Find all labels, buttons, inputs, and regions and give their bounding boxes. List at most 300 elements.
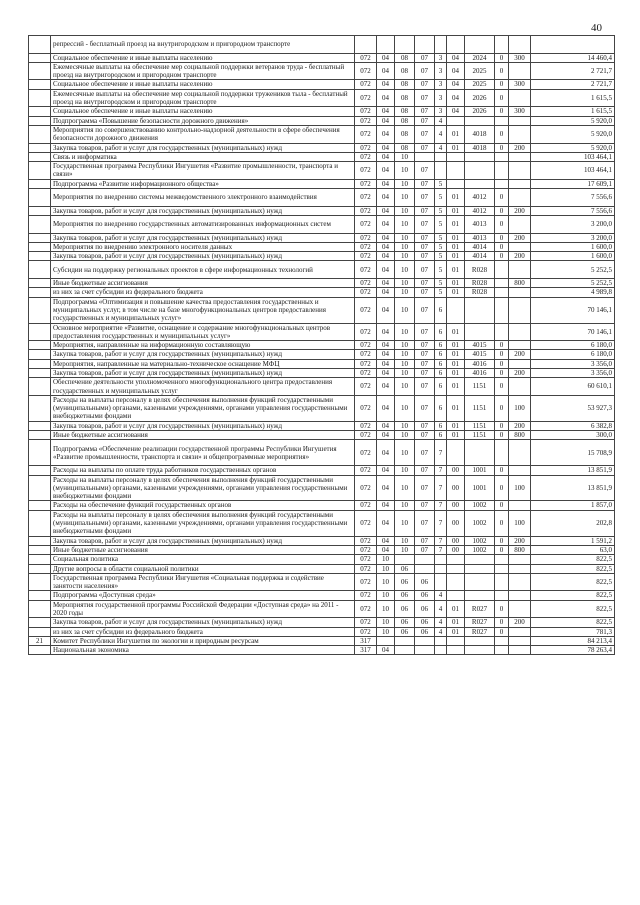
subdirection-code-cell: 0: [495, 466, 509, 475]
row-number-cell: [29, 573, 51, 591]
direction-code-cell: 2026: [465, 89, 495, 107]
row-number-cell: [29, 591, 51, 600]
table-row: [29, 323, 615, 341]
section-code-cell: 04: [377, 107, 395, 116]
subprogram-code-cell: 7: [435, 466, 447, 475]
subdirection-code-cell: 0: [495, 627, 509, 636]
ministry-code-cell: 072: [355, 421, 377, 430]
table-row: [29, 143, 615, 152]
event-code-cell: 01: [447, 323, 465, 341]
amount-cell: 63,0: [531, 545, 615, 554]
expense-type-cell: 300: [509, 53, 531, 62]
subdirection-code-cell: [495, 646, 509, 655]
description-cell: Социальная политика: [51, 555, 355, 564]
description-cell: Другие вопросы в области социальной политики: [51, 564, 355, 573]
table-row: [29, 179, 615, 188]
program-code-cell: 07: [415, 107, 435, 116]
ministry-code-cell: 072: [355, 107, 377, 116]
subprogram-code-cell: 7: [435, 510, 447, 536]
row-number-cell: [29, 323, 51, 341]
subsection-code-cell: 10: [395, 395, 415, 421]
subdirection-code-cell: [495, 261, 509, 279]
subdirection-code-cell: 0: [495, 431, 509, 440]
subprogram-code-cell: 5: [435, 252, 447, 261]
subdirection-code-cell: [495, 297, 509, 323]
subsection-code-cell: 10: [395, 288, 415, 297]
subprogram-code-cell: 5: [435, 189, 447, 207]
program-code-cell: 07: [415, 125, 435, 143]
direction-code-cell: [465, 440, 495, 466]
description-cell: Подпрограмма «Оптимизация и повышение качества предоставления государственных и муниципальных услуг, в том числе на базе многофункциональных центров предоставления государственных и муниципальных услуг»: [51, 297, 355, 323]
row-number-cell: [29, 350, 51, 359]
event-code-cell: [447, 636, 465, 645]
ministry-code-cell: 072: [355, 591, 377, 600]
direction-code-cell: 2026: [465, 107, 495, 116]
subsection-code-cell: 10: [395, 233, 415, 242]
subsection-code-cell: 10: [395, 189, 415, 207]
section-code-cell: 10: [377, 600, 395, 618]
row-number-cell: [29, 368, 51, 377]
section-code-cell: 04: [377, 233, 395, 242]
section-code-cell: [377, 36, 395, 54]
direction-code-cell: 1151: [465, 431, 495, 440]
table-row: [29, 288, 615, 297]
description-cell: Иные бюджетные ассигнования: [51, 431, 355, 440]
section-code-cell: 10: [377, 555, 395, 564]
subdirection-code-cell: [495, 636, 509, 645]
section-code-cell: 04: [377, 536, 395, 545]
subprogram-code-cell: 5: [435, 179, 447, 188]
direction-code-cell: 4014: [465, 252, 495, 261]
ministry-code-cell: 072: [355, 378, 377, 396]
program-code-cell: 06: [415, 591, 435, 600]
subsection-code-cell: 06: [395, 564, 415, 573]
direction-code-cell: [465, 646, 495, 655]
amount-cell: 6 382,8: [531, 421, 615, 430]
table-row: [29, 368, 615, 377]
subsection-code-cell: 08: [395, 80, 415, 89]
section-code-cell: 04: [377, 125, 395, 143]
expense-type-cell: [509, 89, 531, 107]
program-code-cell: 07: [415, 62, 435, 80]
description-cell: Подпрограмма «Повышение безопасности дорожного движения»: [51, 116, 355, 125]
subdirection-code-cell: 0: [495, 510, 509, 536]
table-row: [29, 440, 615, 466]
ministry-code-cell: 072: [355, 179, 377, 188]
program-code-cell: 07: [415, 431, 435, 440]
description-cell: Закупка товаров, работ и услуг для государственных (муниципальных) нужд: [51, 233, 355, 242]
ministry-code-cell: 072: [355, 395, 377, 421]
description-cell: Ежемесячные выплаты на обеспечение мер социальной поддержки ветеранов труда - бесплатный проезд на внутригородском и пригородном транспорте: [51, 62, 355, 80]
subprogram-code-cell: [435, 636, 447, 645]
subprogram-code-cell: 5: [435, 288, 447, 297]
subprogram-code-cell: 7: [435, 501, 447, 510]
event-code-cell: 01: [447, 627, 465, 636]
subprogram-code-cell: 6: [435, 368, 447, 377]
table-row: [29, 475, 615, 501]
description-cell: Государственная программа Республики Ингушетия «Социальная поддержка и содействие занятости населения»: [51, 573, 355, 591]
ministry-code-cell: 072: [355, 573, 377, 591]
description-cell: Социальное обеспечение и иные выплаты населению: [51, 53, 355, 62]
section-code-cell: [377, 636, 395, 645]
ministry-code-cell: 072: [355, 125, 377, 143]
row-number-cell: [29, 252, 51, 261]
direction-code-cell: 4015: [465, 350, 495, 359]
ministry-code-cell: 072: [355, 279, 377, 288]
subprogram-code-cell: 7: [435, 440, 447, 466]
section-code-cell: 04: [377, 89, 395, 107]
table-row: [29, 242, 615, 251]
amount-cell: 3 356,0: [531, 359, 615, 368]
subdirection-code-cell: 0: [495, 475, 509, 501]
ministry-code-cell: 072: [355, 475, 377, 501]
amount-cell: 2 721,7: [531, 80, 615, 89]
event-code-cell: [447, 162, 465, 180]
expense-type-cell: 100: [509, 475, 531, 501]
subprogram-code-cell: 3: [435, 107, 447, 116]
subsection-code-cell: 08: [395, 143, 415, 152]
subdirection-code-cell: 0: [495, 89, 509, 107]
amount-cell: 3 356,0: [531, 368, 615, 377]
row-number-cell: [29, 279, 51, 288]
direction-code-cell: [465, 297, 495, 323]
table-row: [29, 279, 615, 288]
expense-type-cell: 200: [509, 233, 531, 242]
program-code-cell: [415, 564, 435, 573]
table-row: [29, 80, 615, 89]
direction-code-cell: 4016: [465, 359, 495, 368]
subprogram-code-cell: 4: [435, 143, 447, 152]
expense-type-cell: [509, 162, 531, 180]
section-code-cell: 10: [377, 564, 395, 573]
amount-cell: 5 920,0: [531, 125, 615, 143]
subdirection-code-cell: 0: [495, 536, 509, 545]
table-row: [29, 378, 615, 396]
row-number-cell: [29, 242, 51, 251]
section-code-cell: 04: [377, 466, 395, 475]
subsection-code-cell: 08: [395, 53, 415, 62]
direction-code-cell: R028: [465, 261, 495, 279]
table-row: [29, 646, 615, 655]
expense-type-cell: [509, 646, 531, 655]
subdirection-code-cell: 0: [495, 395, 509, 421]
section-code-cell: 04: [377, 288, 395, 297]
program-code-cell: 07: [415, 536, 435, 545]
amount-cell: 7 556,6: [531, 189, 615, 207]
description-cell: Мероприятия государственной программы Российской Федерации «Доступная среда» на 2011 - 2020 годы: [51, 600, 355, 618]
program-code-cell: 07: [415, 242, 435, 251]
event-code-cell: 01: [447, 143, 465, 152]
subprogram-code-cell: 5: [435, 206, 447, 215]
amount-cell: 822,5: [531, 618, 615, 627]
subprogram-code-cell: 6: [435, 421, 447, 430]
amount-cell: 5 252,5: [531, 261, 615, 279]
amount-cell: 1 600,0: [531, 242, 615, 251]
ministry-code-cell: 072: [355, 359, 377, 368]
subprogram-code-cell: 5: [435, 279, 447, 288]
description-cell: Основное мероприятие «Развитие, оснащение и содержание многофункциональных центров предоставления государственных и муниципальных услуг»: [51, 323, 355, 341]
section-code-cell: 04: [377, 215, 395, 233]
program-code-cell: 07: [415, 359, 435, 368]
event-code-cell: 01: [447, 600, 465, 618]
subsection-code-cell: 10: [395, 252, 415, 261]
description-cell: Закупка товаров, работ и услуг для государственных (муниципальных) нужд: [51, 350, 355, 359]
section-code-cell: 04: [377, 323, 395, 341]
row-number-cell: [29, 378, 51, 396]
ministry-code-cell: 072: [355, 510, 377, 536]
subsection-code-cell: 10: [395, 475, 415, 501]
program-code-cell: 07: [415, 440, 435, 466]
table-row: [29, 555, 615, 564]
section-code-cell: 04: [377, 116, 395, 125]
direction-code-cell: 1151: [465, 395, 495, 421]
subdirection-code-cell: 0: [495, 618, 509, 627]
section-code-cell: 04: [377, 261, 395, 279]
row-number-cell: [29, 359, 51, 368]
row-number-cell: [29, 143, 51, 152]
table-row: [29, 215, 615, 233]
subdirection-code-cell: 0: [495, 215, 509, 233]
expense-type-cell: 200: [509, 206, 531, 215]
section-code-cell: 04: [377, 279, 395, 288]
direction-code-cell: 1002: [465, 536, 495, 545]
program-code-cell: 07: [415, 233, 435, 242]
event-code-cell: 01: [447, 395, 465, 421]
subsection-code-cell: [395, 636, 415, 645]
subdirection-code-cell: 0: [495, 359, 509, 368]
direction-code-cell: 1151: [465, 421, 495, 430]
row-number-cell: [29, 501, 51, 510]
amount-cell: 300,0: [531, 431, 615, 440]
expense-type-cell: [509, 62, 531, 80]
description-cell: Закупка товаров, работ и услуг для государственных (муниципальных) нужд: [51, 206, 355, 215]
program-code-cell: 07: [415, 368, 435, 377]
section-code-cell: 04: [377, 189, 395, 207]
expense-type-cell: 300: [509, 107, 531, 116]
subprogram-code-cell: 5: [435, 215, 447, 233]
section-code-cell: 04: [377, 431, 395, 440]
subdirection-code-cell: 0: [495, 545, 509, 554]
subdirection-code-cell: 0: [495, 125, 509, 143]
direction-code-cell: R027: [465, 600, 495, 618]
row-number-cell: [29, 179, 51, 188]
subprogram-code-cell: 6: [435, 395, 447, 421]
row-number-cell: [29, 431, 51, 440]
table-row: [29, 466, 615, 475]
description-cell: Обеспечение деятельности уполномоченного многофункционального центра предоставления государственных и муниципальных услуг: [51, 378, 355, 396]
expense-type-cell: [509, 378, 531, 396]
row-number-cell: [29, 555, 51, 564]
row-number-cell: [29, 646, 51, 655]
subsection-code-cell: 06: [395, 618, 415, 627]
subsection-code-cell: 10: [395, 536, 415, 545]
subdirection-code-cell: [495, 162, 509, 180]
expense-type-cell: [509, 591, 531, 600]
program-code-cell: 07: [415, 341, 435, 350]
expense-type-cell: 200: [509, 618, 531, 627]
subdirection-code-cell: 0: [495, 233, 509, 242]
amount-cell: 15 708,9: [531, 440, 615, 466]
event-code-cell: 01: [447, 431, 465, 440]
row-number-cell: [29, 545, 51, 554]
program-code-cell: 07: [415, 179, 435, 188]
event-code-cell: 01: [447, 378, 465, 396]
subsection-code-cell: 06: [395, 627, 415, 636]
event-code-cell: 00: [447, 510, 465, 536]
amount-cell: 60 610,1: [531, 378, 615, 396]
ministry-code-cell: 072: [355, 116, 377, 125]
ministry-code-cell: 072: [355, 261, 377, 279]
expense-type-cell: 200: [509, 421, 531, 430]
description-cell: Закупка товаров, работ и услуг для государственных (муниципальных) нужд: [51, 252, 355, 261]
subprogram-code-cell: 6: [435, 341, 447, 350]
amount-cell: 202,8: [531, 510, 615, 536]
ministry-code-cell: 072: [355, 288, 377, 297]
description-cell: Закупка товаров, работ и услуг для государственных (муниципальных) нужд: [51, 143, 355, 152]
subdirection-code-cell: [495, 555, 509, 564]
ministry-code-cell: 072: [355, 564, 377, 573]
direction-code-cell: 4012: [465, 206, 495, 215]
program-code-cell: 07: [415, 215, 435, 233]
subprogram-code-cell: [435, 564, 447, 573]
event-code-cell: 04: [447, 62, 465, 80]
amount-cell: 103 464,1: [531, 152, 615, 161]
table-row: [29, 536, 615, 545]
subdirection-code-cell: 0: [495, 242, 509, 251]
subdirection-code-cell: [495, 323, 509, 341]
section-code-cell: 04: [377, 179, 395, 188]
expense-type-cell: [509, 179, 531, 188]
program-code-cell: [415, 636, 435, 645]
event-code-cell: 00: [447, 466, 465, 475]
direction-code-cell: 4014: [465, 242, 495, 251]
section-code-cell: 10: [377, 591, 395, 600]
expense-type-cell: [509, 555, 531, 564]
expense-type-cell: [509, 36, 531, 54]
direction-code-cell: 4018: [465, 143, 495, 152]
subdirection-code-cell: 0: [495, 252, 509, 261]
event-code-cell: 01: [447, 233, 465, 242]
section-code-cell: 10: [377, 573, 395, 591]
direction-code-cell: [465, 564, 495, 573]
subprogram-code-cell: 4: [435, 125, 447, 143]
subsection-code-cell: 10: [395, 297, 415, 323]
section-code-cell: 04: [377, 162, 395, 180]
expense-type-cell: [509, 125, 531, 143]
program-code-cell: 07: [415, 378, 435, 396]
direction-code-cell: [465, 36, 495, 54]
section-code-cell: 04: [377, 378, 395, 396]
budget-table: [28, 35, 615, 655]
table-row: [29, 125, 615, 143]
event-code-cell: 04: [447, 80, 465, 89]
expense-type-cell: [509, 341, 531, 350]
ministry-code-cell: 072: [355, 545, 377, 554]
expense-type-cell: [509, 359, 531, 368]
section-code-cell: 04: [377, 143, 395, 152]
subsection-code-cell: 10: [395, 440, 415, 466]
table-row: [29, 573, 615, 591]
table-row: [29, 591, 615, 600]
table-row: [29, 53, 615, 62]
section-code-cell: 04: [377, 359, 395, 368]
subprogram-code-cell: [435, 573, 447, 591]
program-code-cell: 07: [415, 323, 435, 341]
expense-type-cell: 200: [509, 252, 531, 261]
direction-code-cell: [465, 116, 495, 125]
description-cell: из них за счет субсидии из федерального бюджета: [51, 627, 355, 636]
ministry-code-cell: 072: [355, 297, 377, 323]
program-code-cell: [415, 36, 435, 54]
section-code-cell: 04: [377, 440, 395, 466]
subsection-code-cell: 10: [395, 242, 415, 251]
subdirection-code-cell: [495, 279, 509, 288]
program-code-cell: 06: [415, 600, 435, 618]
direction-code-cell: R028: [465, 279, 495, 288]
expense-type-cell: [509, 261, 531, 279]
ministry-code-cell: 072: [355, 600, 377, 618]
ministry-code-cell: 072: [355, 555, 377, 564]
table-row: [29, 600, 615, 618]
direction-code-cell: 2024: [465, 53, 495, 62]
subdirection-code-cell: 0: [495, 421, 509, 430]
event-code-cell: 01: [447, 242, 465, 251]
direction-code-cell: R027: [465, 627, 495, 636]
subsection-code-cell: 10: [395, 279, 415, 288]
row-number-cell: [29, 466, 51, 475]
description-cell: Подпрограмма «Доступная среда»: [51, 591, 355, 600]
description-cell: Ежемесячные выплаты на обеспечение мер социальной поддержки тружеников тыла - бесплатный проезд на внутригородском и пригородном транспорте: [51, 89, 355, 107]
expense-type-cell: 800: [509, 545, 531, 554]
subprogram-code-cell: 3: [435, 89, 447, 107]
subdirection-code-cell: [495, 564, 509, 573]
section-code-cell: 04: [377, 252, 395, 261]
subprogram-code-cell: 4: [435, 591, 447, 600]
expense-type-cell: [509, 573, 531, 591]
direction-code-cell: 4013: [465, 233, 495, 242]
description-cell: Подпрограмма «Обеспечение реализации государственной программы Республики Ингушетия «Развитие промышленности, транспорта и связи» и общепрограммные мероприятия»: [51, 440, 355, 466]
table-row: [29, 564, 615, 573]
ministry-code-cell: 072: [355, 368, 377, 377]
event-code-cell: 01: [447, 288, 465, 297]
amount-cell: 84 213,4: [531, 636, 615, 645]
table-row: [29, 431, 615, 440]
table-row: [29, 501, 615, 510]
subdirection-code-cell: 0: [495, 600, 509, 618]
program-code-cell: 07: [415, 395, 435, 421]
ministry-code-cell: 072: [355, 323, 377, 341]
amount-cell: 822,5: [531, 591, 615, 600]
program-code-cell: 07: [415, 297, 435, 323]
program-code-cell: 07: [415, 206, 435, 215]
section-code-cell: 04: [377, 242, 395, 251]
subsection-code-cell: 08: [395, 107, 415, 116]
expense-type-cell: [509, 466, 531, 475]
description-cell: Закупка товаров, работ и услуг для государственных (муниципальных) нужд: [51, 618, 355, 627]
ministry-code-cell: 072: [355, 89, 377, 107]
subsection-code-cell: 10: [395, 368, 415, 377]
subsection-code-cell: 08: [395, 89, 415, 107]
amount-cell: 78 263,4: [531, 646, 615, 655]
section-code-cell: 04: [377, 421, 395, 430]
ministry-code-cell: 072: [355, 152, 377, 161]
ministry-code-cell: 072: [355, 189, 377, 207]
direction-code-cell: 4013: [465, 215, 495, 233]
section-code-cell: 04: [377, 80, 395, 89]
description-cell: Мероприятия, направленные на материально-техническое оснащение МФЦ: [51, 359, 355, 368]
table-row: [29, 636, 615, 645]
row-number-cell: [29, 510, 51, 536]
